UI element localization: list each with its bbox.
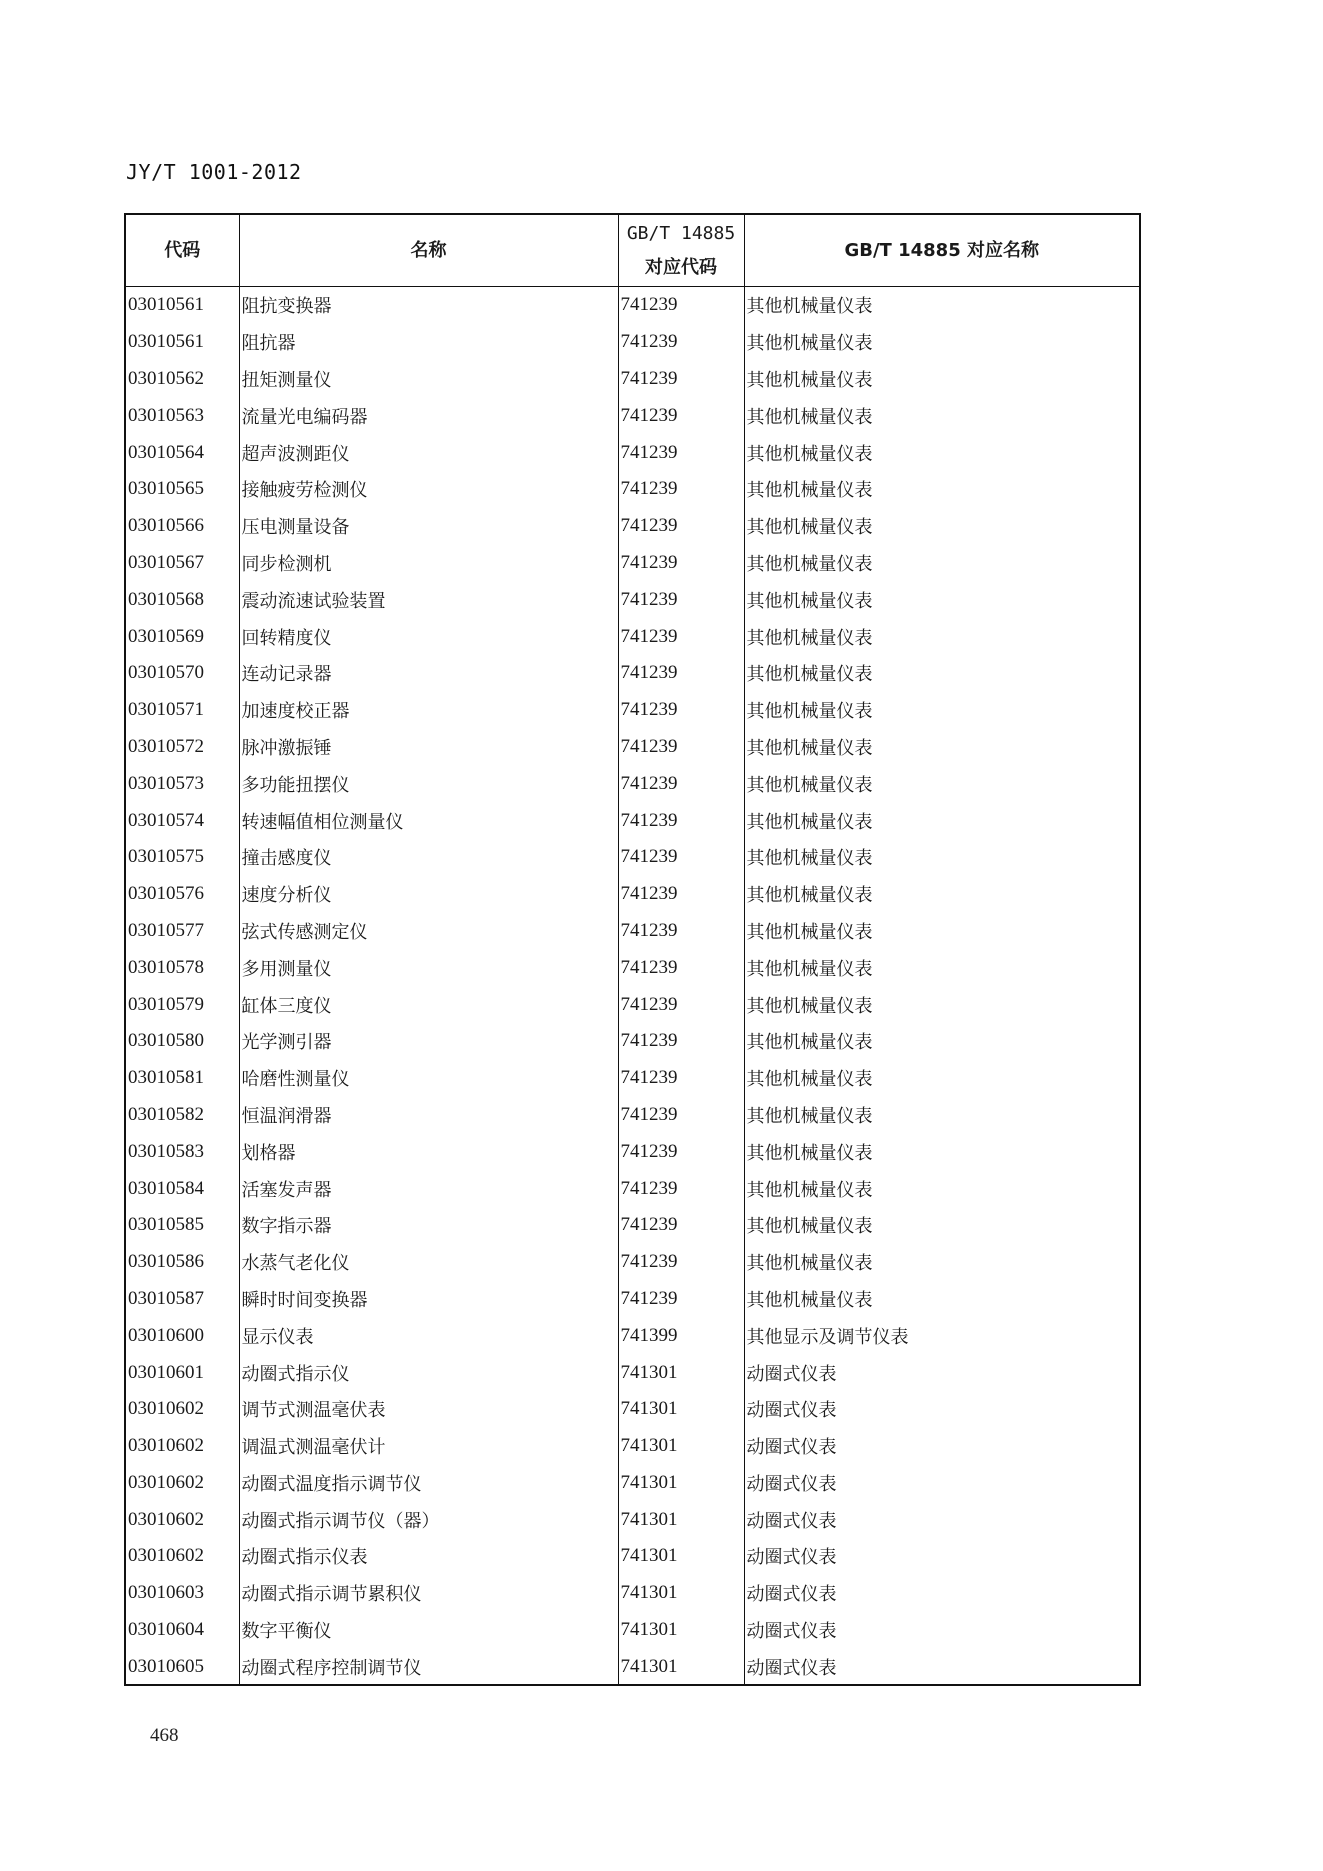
code-cell: 03010602 [126, 1538, 239, 1575]
code-cell: 03010561 [126, 287, 239, 324]
name-cell: 连动记录器 [239, 655, 618, 692]
table-row [126, 1575, 1139, 1612]
code-cell: 03010602 [126, 1501, 239, 1538]
gb-code-cell: 741239 [618, 765, 744, 802]
gb-code-cell: 741239 [618, 581, 744, 618]
table-header [126, 215, 1139, 287]
gb-name-cell: 其他机械量仪表 [746, 590, 873, 612]
gb-code-cell: 741239 [618, 434, 744, 471]
code-cell: 03010602 [126, 1465, 239, 1502]
header-gb-code-line1: GB/T 14885 [626, 222, 736, 244]
gb-code-cell: 741301 [618, 1538, 744, 1575]
classification-table-frame [124, 213, 1141, 1686]
code-cell: 03010566 [126, 508, 239, 545]
gb-name-cell: 动圈式仪表 [746, 1510, 837, 1532]
table-row [126, 508, 1139, 545]
name-cell: 调温式测温毫伏计 [239, 1428, 618, 1465]
code-cell: 03010573 [126, 765, 239, 802]
header-gb-name: GB/T 14885 对应名称 [744, 215, 1139, 287]
name-cell: 划格器 [239, 1133, 618, 1170]
gb-code-cell: 741301 [618, 1612, 744, 1649]
gb-name-cell: 其他机械量仪表 [746, 369, 873, 391]
gb-name-cell: 其他显示及调节仪表 [746, 1326, 909, 1348]
code-cell: 03010563 [126, 397, 239, 434]
table-row [126, 1097, 1139, 1134]
name-cell: 动圈式指示仪表 [239, 1538, 618, 1575]
table-row [126, 1060, 1139, 1097]
table-row [126, 1317, 1139, 1354]
name-cell: 流量光电编码器 [239, 397, 618, 434]
gb-code-cell: 741239 [618, 1170, 744, 1207]
code-cell: 03010603 [126, 1575, 239, 1612]
gb-code-cell: 741301 [618, 1465, 744, 1502]
table-row [126, 1170, 1139, 1207]
gb-code-cell: 741239 [618, 1207, 744, 1244]
code-cell: 03010567 [126, 545, 239, 582]
gb-code-cell: 741239 [618, 618, 744, 655]
table-row [126, 692, 1139, 729]
code-cell: 03010570 [126, 655, 239, 692]
gb-code-cell: 741301 [618, 1501, 744, 1538]
gb-code-cell: 741239 [618, 1133, 744, 1170]
name-cell: 光学测引器 [239, 1023, 618, 1060]
name-cell: 调节式测温毫伏表 [239, 1391, 618, 1428]
classification-table [126, 215, 1139, 1685]
gb-code-cell: 741239 [618, 839, 744, 876]
table-row [126, 1133, 1139, 1170]
header-code: 代码 [126, 215, 239, 287]
gb-name-cell: 其他机械量仪表 [746, 664, 873, 686]
document-header: JY/T 1001-2012 [126, 160, 302, 184]
table-row [126, 434, 1139, 471]
code-cell: 03010583 [126, 1133, 239, 1170]
name-cell: 超声波测距仪 [239, 434, 618, 471]
table-row [126, 1648, 1139, 1685]
table-row [126, 949, 1139, 986]
gb-code-cell: 741239 [618, 986, 744, 1023]
name-cell: 动圈式指示调节累积仪 [239, 1575, 618, 1612]
gb-code-cell: 741239 [618, 324, 744, 361]
gb-code-cell: 741239 [618, 1097, 744, 1134]
code-cell: 03010601 [126, 1354, 239, 1391]
gb-name-cell: 其他机械量仪表 [746, 958, 873, 980]
code-cell: 03010568 [126, 581, 239, 618]
code-cell: 03010602 [126, 1428, 239, 1465]
gb-name-cell: 动圈式仪表 [746, 1657, 837, 1679]
name-cell: 恒温润滑器 [239, 1097, 618, 1134]
table-row [126, 1023, 1139, 1060]
gb-code-cell: 741239 [618, 913, 744, 950]
name-cell: 动圈式温度指示调节仪 [239, 1465, 618, 1502]
gb-name-cell: 其他机械量仪表 [746, 443, 873, 465]
gb-code-cell: 741239 [618, 729, 744, 766]
gb-name-cell: 动圈式仪表 [746, 1584, 837, 1606]
header-row [126, 215, 1139, 287]
gb-code-cell: 741239 [618, 1244, 744, 1281]
name-cell: 动圈式程序控制调节仪 [239, 1648, 618, 1685]
name-cell: 阻抗器 [239, 324, 618, 361]
table-row [126, 765, 1139, 802]
name-cell: 脉冲激振锤 [239, 729, 618, 766]
table-row [126, 1612, 1139, 1649]
name-cell: 速度分析仪 [239, 876, 618, 913]
gb-code-cell: 741239 [618, 471, 744, 508]
gb-name-cell: 其他机械量仪表 [746, 1142, 873, 1164]
table-row [126, 581, 1139, 618]
gb-name-cell: 动圈式仪表 [746, 1363, 837, 1385]
name-cell: 缸体三度仪 [239, 986, 618, 1023]
gb-code-cell: 741239 [618, 802, 744, 839]
gb-name-cell: 其他机械量仪表 [746, 1289, 873, 1311]
table-row [126, 471, 1139, 508]
name-cell: 转速幅值相位测量仪 [239, 802, 618, 839]
gb-name-cell: 其他机械量仪表 [746, 296, 873, 318]
table-row [126, 729, 1139, 766]
name-cell: 哈磨性测量仪 [239, 1060, 618, 1097]
gb-code-cell: 741239 [618, 1060, 744, 1097]
gb-code-cell: 741301 [618, 1354, 744, 1391]
table-row [126, 802, 1139, 839]
name-cell: 扭矩测量仪 [239, 361, 618, 398]
table-row [126, 1354, 1139, 1391]
gb-code-cell: 741239 [618, 361, 744, 398]
name-cell: 阻抗变换器 [239, 287, 618, 324]
name-cell: 数字平衡仪 [239, 1612, 618, 1649]
code-cell: 03010576 [126, 876, 239, 913]
code-cell: 03010574 [126, 802, 239, 839]
name-cell: 数字指示器 [239, 1207, 618, 1244]
code-cell: 03010605 [126, 1648, 239, 1685]
table-row [126, 1207, 1139, 1244]
gb-name-cell: 其他机械量仪表 [746, 885, 873, 907]
gb-name-cell: 其他机械量仪表 [746, 811, 873, 833]
gb-code-cell: 741239 [618, 692, 744, 729]
name-cell: 同步检测机 [239, 545, 618, 582]
gb-code-cell: 741301 [618, 1428, 744, 1465]
code-cell: 03010580 [126, 1023, 239, 1060]
gb-code-cell: 741239 [618, 508, 744, 545]
table-body [126, 287, 1139, 1686]
header-gb-code [618, 215, 744, 287]
gb-code-cell: 741301 [618, 1648, 744, 1685]
gb-name-cell: 其他机械量仪表 [746, 1069, 873, 1091]
code-cell: 03010572 [126, 729, 239, 766]
code-cell: 03010584 [126, 1170, 239, 1207]
gb-code-cell: 741239 [618, 876, 744, 913]
code-cell: 03010569 [126, 618, 239, 655]
header-name: 名称 [239, 215, 618, 287]
gb-name-cell: 其他机械量仪表 [746, 1105, 873, 1127]
gb-code-cell: 741239 [618, 545, 744, 582]
name-cell: 震动流速试验装置 [239, 581, 618, 618]
table-row [126, 1538, 1139, 1575]
code-cell: 03010585 [126, 1207, 239, 1244]
name-cell: 加速度校正器 [239, 692, 618, 729]
table-row [126, 1281, 1139, 1318]
name-cell: 压电测量设备 [239, 508, 618, 545]
table-row [126, 913, 1139, 950]
gb-name-cell: 其他机械量仪表 [746, 480, 873, 502]
table-row [126, 876, 1139, 913]
code-cell: 03010564 [126, 434, 239, 471]
gb-code-cell: 741239 [618, 1281, 744, 1318]
name-cell: 多用测量仪 [239, 949, 618, 986]
table-row [126, 1501, 1139, 1538]
table-row [126, 655, 1139, 692]
gb-name-cell: 其他机械量仪表 [746, 1216, 873, 1238]
name-cell: 动圈式指示调节仪（器） [239, 1501, 618, 1538]
gb-code-cell: 741399 [618, 1317, 744, 1354]
table-row [126, 1428, 1139, 1465]
table-row [126, 618, 1139, 655]
code-cell: 03010562 [126, 361, 239, 398]
name-cell: 瞬时时间变换器 [239, 1281, 618, 1318]
gb-name-cell: 其他机械量仪表 [746, 921, 873, 943]
gb-code-cell: 741239 [618, 949, 744, 986]
gb-code-cell: 741301 [618, 1575, 744, 1612]
gb-name-cell: 动圈式仪表 [746, 1400, 837, 1422]
code-cell: 03010565 [126, 471, 239, 508]
code-cell: 03010582 [126, 1097, 239, 1134]
gb-code-cell: 741301 [618, 1391, 744, 1428]
table-row [126, 287, 1139, 324]
header-gb-code-line2: 对应代码 [645, 256, 717, 278]
gb-code-cell: 741239 [618, 655, 744, 692]
code-cell: 03010586 [126, 1244, 239, 1281]
gb-name-cell: 其他机械量仪表 [746, 995, 873, 1017]
code-cell: 03010578 [126, 949, 239, 986]
gb-name-cell: 动圈式仪表 [746, 1547, 837, 1569]
code-cell: 03010561 [126, 324, 239, 361]
name-cell: 弦式传感测定仪 [239, 913, 618, 950]
gb-name-cell: 其他机械量仪表 [746, 701, 873, 723]
table-row [126, 324, 1139, 361]
name-cell: 多功能扭摆仪 [239, 765, 618, 802]
name-cell: 显示仪表 [239, 1317, 618, 1354]
name-cell: 水蒸气老化仪 [239, 1244, 618, 1281]
gb-name-cell: 其他机械量仪表 [746, 1032, 873, 1054]
code-cell: 03010604 [126, 1612, 239, 1649]
name-cell: 回转精度仪 [239, 618, 618, 655]
code-cell: 03010587 [126, 1281, 239, 1318]
table-row [126, 545, 1139, 582]
table-row [126, 397, 1139, 434]
gb-name-cell: 其他机械量仪表 [746, 1253, 873, 1275]
gb-name-cell: 动圈式仪表 [746, 1473, 837, 1495]
table-row [126, 1244, 1139, 1281]
table-row [126, 839, 1139, 876]
name-cell: 撞击感度仪 [239, 839, 618, 876]
gb-name-cell: 其他机械量仪表 [746, 737, 873, 759]
name-cell: 活塞发声器 [239, 1170, 618, 1207]
table-row [126, 1465, 1139, 1502]
code-cell: 03010602 [126, 1391, 239, 1428]
name-cell: 接触疲劳检测仪 [239, 471, 618, 508]
gb-name-cell: 其他机械量仪表 [746, 553, 873, 575]
table-row [126, 1391, 1139, 1428]
gb-name-cell: 其他机械量仪表 [746, 848, 873, 870]
gb-name-cell: 其他机械量仪表 [746, 333, 873, 355]
gb-name-cell: 动圈式仪表 [746, 1437, 837, 1459]
code-cell: 03010571 [126, 692, 239, 729]
code-cell: 03010575 [126, 839, 239, 876]
gb-name-cell: 其他机械量仪表 [746, 406, 873, 428]
gb-name-cell: 其他机械量仪表 [746, 627, 873, 649]
gb-name-cell: 其他机械量仪表 [746, 774, 873, 796]
table-row [126, 361, 1139, 398]
gb-name-cell: 动圈式仪表 [746, 1621, 837, 1643]
code-cell: 03010600 [126, 1317, 239, 1354]
gb-code-cell: 741239 [618, 287, 744, 324]
code-cell: 03010579 [126, 986, 239, 1023]
code-cell: 03010581 [126, 1060, 239, 1097]
name-cell: 动圈式指示仪 [239, 1354, 618, 1391]
table-row [126, 986, 1139, 1023]
code-cell: 03010577 [126, 913, 239, 950]
gb-code-cell: 741239 [618, 1023, 744, 1060]
gb-name-cell: 其他机械量仪表 [746, 517, 873, 539]
gb-code-cell: 741239 [618, 397, 744, 434]
gb-name-cell: 其他机械量仪表 [746, 1179, 873, 1201]
page-number: 468 [150, 1725, 179, 1746]
